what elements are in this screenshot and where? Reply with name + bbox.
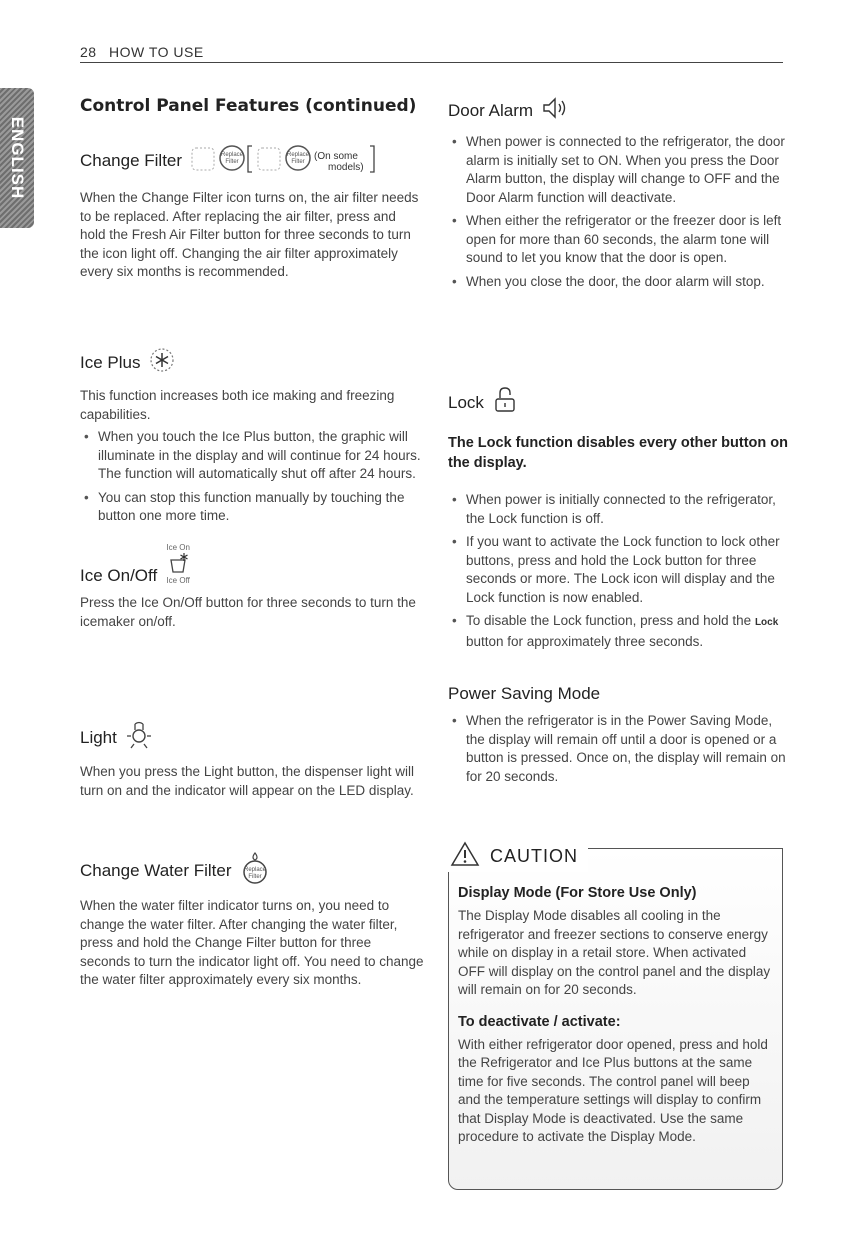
caution-title: CAUTION — [490, 846, 578, 866]
door-alarm-bullet-2: • When either the refrigerator or the freezer door is left open for more than 60 seconds, the alarm tone will sound to let you know that the door is open. — [466, 212, 788, 268]
lock-section — [448, 386, 788, 656]
change-water-filter-body: When the water filter indicator turns on, you need to change the water filter. After changing the water filter, press and hold the Change Filter button for three seconds to turn the indicator light off. You need to change the water filter approximately every six months. — [80, 898, 424, 987]
change-filter-heading — [80, 140, 425, 181]
ice-plus-heading — [80, 346, 425, 379]
ice-onoff-heading — [80, 543, 425, 586]
change-water-filter-section — [80, 852, 425, 990]
filter-grid-icon-2 — [258, 148, 280, 170]
filter-text-1: Filter — [225, 159, 239, 165]
caution-box — [448, 848, 783, 1190]
ice-plus-bullets — [80, 428, 425, 526]
power-saving-title: Power Saving Mode — [448, 684, 601, 703]
door-alarm-title: Door Alarm — [448, 100, 534, 120]
lock-button-label: Lock — [754, 617, 779, 628]
deactivate-heading: To deactivate / activate: — [458, 1013, 621, 1030]
lock-bullets — [448, 491, 788, 651]
caution-content — [458, 885, 773, 1147]
power-saving-bullet-1: • When the refrigerator is in the Power Saving Mode, the display will remain off until a door is opened or a button is pressed. Once on, the display will remain on for 20 seconds. — [466, 712, 788, 786]
replace-filter-icon-2 — [286, 146, 310, 170]
speaker-icon — [541, 96, 571, 125]
deactivate-body: With either refrigerator door opened, press and hold the Refrigerator and Ice Plus buttons at the same time for five seconds. The control panel will beep and the temperature settings will display to confirm that Display Mode is deactivated. Use the same procedure to activate the Display Mode. — [458, 1036, 768, 1144]
lock-bullet-1: • When power is initially connected to the refrigerator, the Lock function is off. — [466, 491, 788, 528]
change-filter-body: When the Change Filter icon turns on, the air filter needs to be replaced. After replacing the air filter, press and hold the Fresh Air Filter button for three seconds to turn the icon light off. Changing the air filter approximately every six months is recommended. — [80, 190, 419, 279]
ice-onoff-body: Press the Ice On/Off button for three seconds to turn the icemaker on/off. — [80, 595, 416, 629]
replace-filter-icon — [220, 146, 244, 170]
change-water-filter-heading — [80, 852, 425, 889]
water-replace-text: Replace — [244, 867, 267, 873]
lock-bullet-3-suffix: button for approximately three seconds. — [466, 633, 704, 649]
ice-plus-body: This function increases both ice making and freezing capabilities. — [80, 388, 395, 422]
lock-title: Lock — [448, 392, 484, 412]
power-saving-section — [448, 684, 788, 791]
page-number: 28 — [80, 44, 97, 60]
models-note-line1: (On some — [314, 151, 358, 162]
light-body: When you press the Light button, the dispenser light will turn on and the indicator will appear on the LED display. — [80, 764, 414, 798]
ice-plus-bullet-2: • You can stop this function manually by touching the button one more time. — [98, 489, 425, 526]
ice-onoff-icon — [165, 543, 191, 585]
section-title: HOW TO USE — [108, 44, 204, 60]
water-filter-text: Filter — [248, 874, 263, 880]
filter-grid-icon — [192, 148, 214, 170]
change-filter-icons — [190, 140, 400, 181]
display-mode-heading: Display Mode (For Store Use Only) — [458, 885, 697, 901]
lock-bullet-2: • If you want to activate the Lock function to lock other buttons, press and hold the Lock button for three seconds or more. The Lock icon will display and the Lock function is now enabled. — [466, 533, 788, 607]
ice-plus-bullet-1: • When you touch the Ice Plus button, the graphic will illuminate in the display and will continue for 24 hours. The function will automatically shut off after 24 hours. — [98, 428, 425, 484]
door-alarm-bullets — [448, 133, 788, 291]
language-tab — [0, 88, 34, 228]
warning-triangle-icon — [450, 841, 480, 872]
door-alarm-section — [448, 96, 788, 296]
change-filter-section — [80, 140, 425, 282]
lock-intro: The Lock function disables every other button on the display. — [448, 435, 788, 471]
ice-onoff-title: Ice On/Off — [80, 566, 158, 585]
replace-text-2: Replace — [287, 152, 310, 158]
lock-icon — [492, 386, 518, 419]
door-alarm-heading — [448, 96, 788, 125]
lock-bullet-3-prefix: To disable the Lock function, press and hold the — [466, 613, 752, 628]
replace-text-1: Replace — [221, 152, 244, 158]
change-water-filter-title: Change Water Filter — [80, 860, 232, 880]
ice-plus-title: Ice Plus — [80, 352, 141, 372]
ice-on-label: Ice On — [166, 543, 190, 552]
light-section — [80, 720, 425, 800]
door-alarm-bullet-1: • When power is connected to the refrigerator, the door alarm is initially set to ON. When you press the Door Alarm button, the display will change to OFF and the Door Alarm function will deactivate. — [466, 133, 788, 207]
models-note-line2: models) — [328, 162, 364, 173]
water-filter-icon — [239, 852, 271, 889]
language-tab-label: ENGLISH — [8, 116, 27, 200]
ice-off-label: Ice Off — [166, 576, 190, 585]
caution-header — [448, 841, 588, 872]
left-column — [80, 96, 425, 987]
page-header — [80, 44, 783, 63]
main-title: Control Panel Features (continued) — [80, 96, 417, 116]
change-filter-title: Change Filter — [80, 150, 183, 170]
power-saving-heading — [448, 684, 788, 704]
ice-onoff-section — [80, 543, 425, 631]
lightbulb-icon — [125, 720, 153, 755]
lock-bullet-3 — [466, 612, 788, 651]
ice-plus-section — [80, 346, 425, 531]
display-mode-body: The Display Mode disables all cooling in the refrigerator and freezer sections to conserve energy while on display in a retail store. When activated OFF will display on the control panel and the display will remain on for 20 seconds. — [458, 908, 771, 997]
light-heading — [80, 720, 425, 755]
light-title: Light — [80, 727, 117, 747]
door-alarm-bullet-3: • When you close the door, the door alarm will stop. — [466, 273, 788, 292]
snowflake-icon — [148, 346, 176, 379]
lock-heading — [448, 386, 788, 419]
power-saving-bullets — [448, 712, 788, 786]
filter-text-2: Filter — [291, 159, 305, 165]
